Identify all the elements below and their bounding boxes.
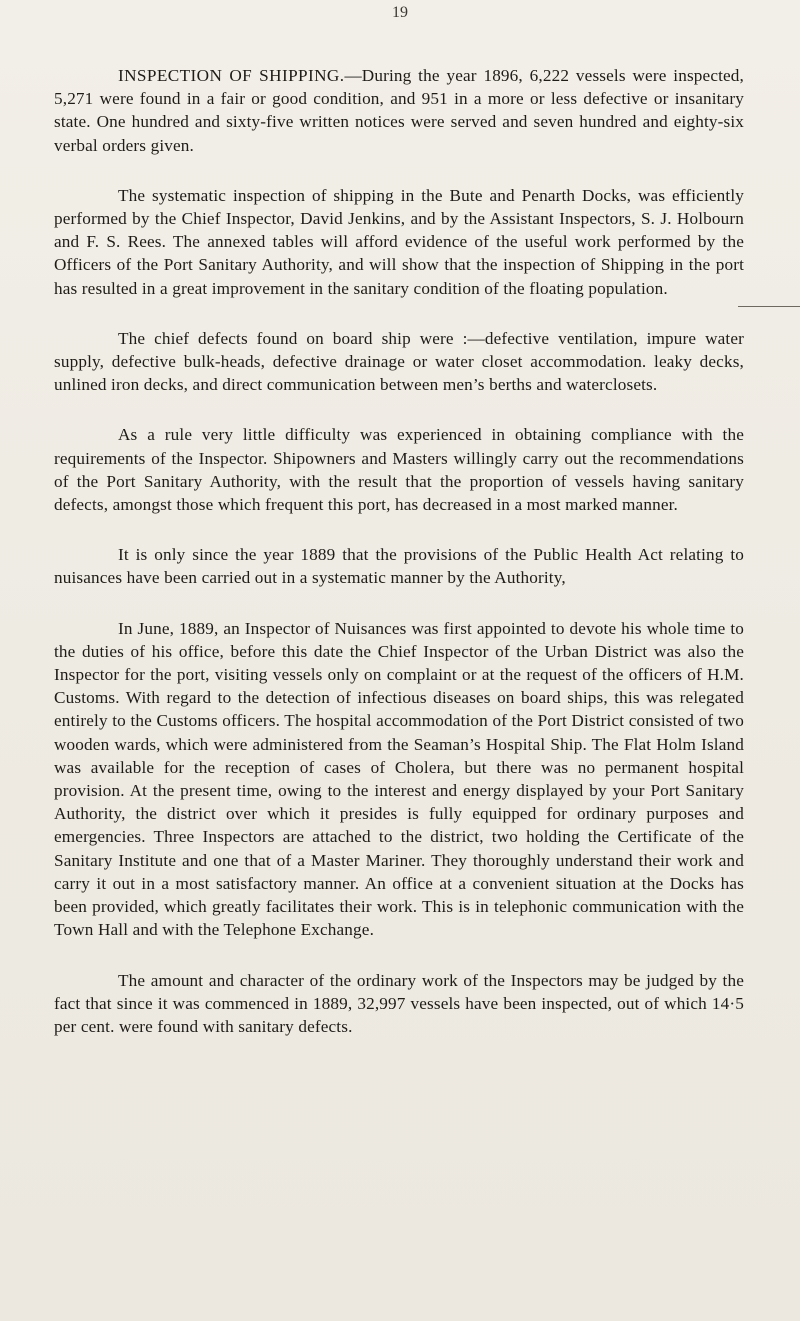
paragraph-systematic-inspection: The systematic inspection of shipping in the Bute and Penarth Docks, was efficiently performed by the Chief Inspector, David Jenkins, and by the Assistant Inspectors, S. J. Holbourn and F. S. Rees. The annexed tables will afford evidence of the useful work performed by the Officers of the Port Sanitary Authority, and will show that the inspection of Shipping in the port has resulted in a great improvement in the sanitary condition of the floating population. <box>54 185 744 298</box>
paragraph-public-health-act: It is only since the year 1889 that the provisions of the Public Health Act relating to nuisances have been carried out in a systematic manner by the Authority, <box>54 545 744 588</box>
paragraph-inspection-of-shipping <box>54 64 744 157</box>
paragraph-chief-defects: The chief defects found on board ship were :—defective ventilation, impure water supply, defective bulk-heads, defective drainage or water closet accommodation. leaky decks, unlined iron decks, and direct communication between men’s berths and waterclosets. <box>54 328 744 395</box>
body-text <box>54 64 744 1065</box>
paragraph-compliance: As a rule very little difficulty was experienced in obtaining compliance with the requirements of the Inspector. Shipowners and Masters willingly carry out the recommendations of the Port Sanitary Authority, with the result that the proportion of vessels having sanitary defects, amongst those which frequent this port, has decreased in a most marked manner. <box>54 425 744 515</box>
section-heading: INSPECTION OF SHIPPING. <box>118 66 345 85</box>
page-number: 19 <box>392 4 408 21</box>
paragraph-amount-of-work: The amount and character of the ordinary work of the Inspectors may be judged by the fact that since it was commenced in 1889, 32,997 vessels have been inspected, out of which 14·5 per cent. were found with sanitary defects. <box>54 970 744 1036</box>
stray-rule-line <box>738 306 800 307</box>
paragraph-inspector-of-nuisances: In June, 1889, an Inspector of Nuisances was first appointed to devote his whole time to the duties of his office, before this date the Chief Inspector of the Urban District was also the Inspector for the port, visiting vessels only on complaint or at the request of the officers of H.M. Customs. With regard to the detection of infectious diseases on board ships, this was relegated entirely to the Customs officers. The hospital accommodation of the Port District consisted of two wooden wards, which were administered from the Seaman’s Hospital Ship. The Flat Holm Island was available for the reception of cases of Cholera, but there was no permanent hospital provision. At the present time, owing to the interest and energy displayed by your Port Sanitary Authority, the district over which it presides is fully equipped for ordinary purposes and emergencies. Three Inspectors are attached to the district, two holding the Certificate of the Sanitary Institute and one that of a Master Mariner. They thoroughly understand their work and carry it out in a most satisfactory manner. An office at a convenient situation at the Docks has been provided, which greatly facilitates their work. This is in telephonic communication with the Town Hall and with the Telephone Exchange. <box>54 618 744 940</box>
paragraph-text: —During the year 1896, 6,222 vessels were inspected, 5,271 were found in a fair or good condition, and 951 in a more or less defective or insanitary state. One hundred and sixty-five written notices were served and seven hundred and eighty-six verbal orders given. <box>54 66 745 155</box>
